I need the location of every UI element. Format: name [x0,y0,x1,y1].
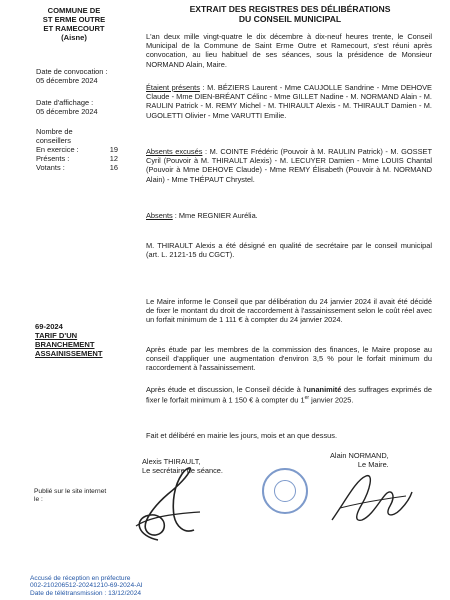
nombre-line-2: conseillers [36,136,71,145]
votants-value: 16 [109,163,118,172]
presents-count-label: Présents : [36,154,70,163]
secretaire-name: Alexis THIRAULT, [142,457,201,466]
absents-list: : Mme REGNIER Aurélia. [172,211,258,220]
convocation-date: 05 décembre 2024 [36,76,98,85]
conseillers-counts [36,127,118,172]
ref-line-3: ASSAINISSEMENT [35,349,103,358]
excuses-paragraph [146,147,432,184]
publie-text: Publié sur le site internet [34,488,107,495]
excuses-label: Absents excusés [146,147,203,156]
maire-name: Alain NORMAND, [330,451,389,460]
presents-list: : M. BÉZIERS Laurent - Mme CAUJOLLE Sandrine - Mme DEHOVE Claude - Mme DIEN-BRÉANT Célinc - Mme GILLET Nadine - M. NORMAND Alain - M. RAULIN Patrick - M. REMY Michel - M. THIRAULT Alexis - M. THIRAULT Damien - M. UGOLETTI Olivier - Mme VARUTTI Emilie. [146,83,432,120]
en-exercice-label: En exercice : [36,145,79,154]
maire-signature-block [330,451,389,469]
stamp-inner-ring [274,480,296,502]
paragraph-1: Le Maire informe le Conseil que par délibération du 24 janvier 2024 il avait été décidé de fixer le montant du droit de raccordement à l'assainissement selon le coût réel avec un forfait minimum de 1 111 € à compter du 24 janvier 2024. [146,297,432,325]
para3-part-c: des suffrages exprimés de fixer le forfait minimum à 1 150 € à compter du 1 [146,385,432,405]
closing-line: Fait et délibéré en mairie les jours, mois et an que dessus. [146,431,338,440]
votants-label: Votants : [36,163,65,172]
prefecture-receipt [30,575,143,597]
document-title [140,4,440,24]
commune-line-1: COMMUNE DE [47,6,101,15]
paragraph-2: Après étude par les membres de la commission des finances, le Maire propose au conseil d'appliquer une augmentation d'environ 3,5 % pour le forfait minimum du raccordement à l'assainissement. [146,345,432,373]
convocation-label: Date de convocation : [36,67,108,76]
title-line-2: DU CONSEIL MUNICIPAL [238,14,342,24]
publie-block [34,488,106,504]
para3-unanimite: unanimité [306,385,342,394]
maire-handwritten-signature [326,470,416,530]
maire-role: Le Maire. [357,460,389,469]
en-exercice-row [36,145,118,154]
para3-part-d: janvier 2025. [309,395,354,405]
para3-sup: er [304,395,310,402]
secretaire-paragraph: M. THIRAULT Alexis a été désigné en qualité de secrétaire par le conseil municipal (art. L. 2121-15 du CGCT). [146,241,432,260]
ref-number: 69-2024 [35,322,63,331]
footer-line-3: Date de télétransmission : 13/12/2024 [30,589,142,597]
title-line-1: EXTRAIT DES REGISTRES DES DÉLIBÉRATIONS [189,4,391,14]
para3-part-a: Après étude et discussion, le Conseil décide à l' [146,385,307,394]
commune-header [20,6,128,42]
convocation-block [36,67,108,85]
deliberation-reference [35,322,103,358]
commune-line-4: (Aisne) [61,33,87,42]
excuses-list: : M. COINTE Frédéric (Pouvoir à M. RAULIN Patrick) - M. GOSSET Cyril (Pouvoir à M. THIRAULT Alexis) - M. LECUYER Damien - Mme LOUIS Chantal (Pouvoir à Mme DEHOVE Claude) - Mme REMY Élisabeth (Pouvoir à M. NORMAND Alain) - Mme THÉPAUT Chrystel. [146,147,432,184]
commune-line-2: ST ERME OUTRE [42,15,106,24]
presents-count-value: 12 [109,154,118,163]
affichage-label: Date d'affichage : [36,98,94,107]
secretaire-role: Le secrétaire de séance. [142,466,223,475]
presents-label: Étaient présents [146,83,200,92]
presents-row [36,154,118,163]
absents-paragraph [146,211,432,220]
footer-line-1: Accusé de réception en préfecture [30,575,131,582]
intro-paragraph: L'an deux mille vingt-quatre le dix décembre à dix-neuf heures trente, le Conseil Municipal de la Commune de Saint Erme Outre et Ramecourt, s'est réuni après convocation, au lieu habituel de ses séances, sous la présidence de Monsieur NORMAND Alain, Maire. [146,32,432,69]
absents-label: Absents [146,211,173,220]
affichage-date: 05 décembre 2024 [36,107,98,116]
affichage-block [36,98,98,116]
nombre-line-1: Nombre de [36,127,73,136]
votants-row [36,163,118,172]
presents-paragraph [146,83,432,120]
mairie-stamp [262,468,308,514]
ref-line-1: TARIF D'UN [35,331,78,340]
paragraph-3 [146,385,432,405]
commune-line-3: ET RAMECOURT [43,24,105,33]
ref-line-2: BRANCHEMENT [35,340,95,349]
secretaire-handwritten-signature [128,466,208,544]
footer-line-2: 002-210206512-20241210-69-2024-AI [30,582,143,590]
en-exercice-value: 19 [109,145,118,154]
publie-suffix: le : [34,496,43,503]
